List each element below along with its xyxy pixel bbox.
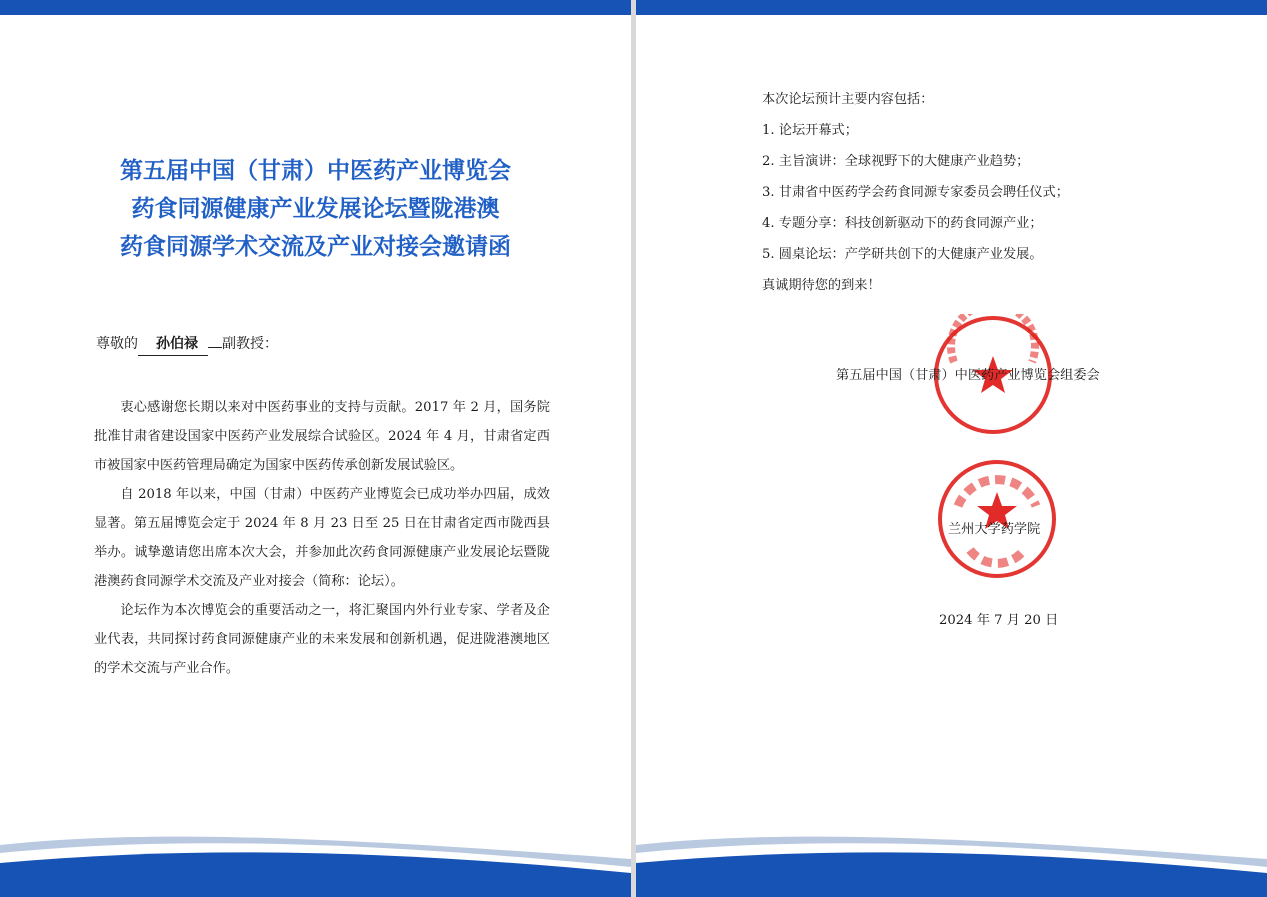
paragraph-3: 论坛作为本次博览会的重要活动之一，将汇聚国内外行业专家、学者及企业代表，共同探讨药食同源健康产业的未来发展和创新机遇，促进陇港澳地区的学术交流与产业合作。 [94, 603, 550, 676]
agenda-item: 2. 主旨演讲：全球视野下的大健康产业趋势； [762, 154, 1030, 169]
paragraph-1: 衷心感谢您长期以来对中医药事业的支持与贡献。2017 年 2 月，国务院批准甘肃省建设国家中医药产业发展综合试验区。2024 年 4 月，甘肃省定西市被国家中医药管理局确定为国家中医药传承创新发展试验区。 [94, 400, 550, 473]
agenda-item: 4. 专题分享：科技创新驱动下的药食同源产业； [762, 216, 1043, 231]
salutation [96, 333, 278, 356]
signatory-school-of-pharmacy: 兰州大学药学院 [948, 522, 1041, 537]
invitee-title: 副教授： [222, 336, 278, 352]
closing-line: 真诚期待您的到来！ [762, 278, 881, 293]
signatory-expo-committee: 第五届中国（甘肃）中医药产业博览会组委会 [836, 368, 1100, 383]
paragraph-2: 自 2018 年以来，中国（甘肃）中医药产业博览会已成功举办四届，成效显著。第五届博览会定于 2024 年 8 月 23 日至 25 日在甘肃省定西市陇西县举办。诚挚邀请您出席本次大会，并参加此次药食同源健康产业发展论坛暨陇港澳药食同源学术交流及产业对接会（简称：论坛）。 [94, 487, 550, 589]
title-line-3: 药食同源学术交流及产业对接会邀请函 [120, 234, 511, 260]
invitation-body [94, 393, 550, 683]
agenda-item: 3. 甘肃省中医药学会药食同源专家委员会聘任仪式； [762, 185, 1069, 200]
agenda-item: 5. 圆桌论坛：产学研共创下的大健康产业发展。 [762, 247, 1043, 262]
salutation-prefix: 尊敬的 [96, 336, 138, 352]
bottom-wave-decoration-right [636, 827, 1267, 897]
invitation-title [0, 152, 631, 266]
invitation-page-right [636, 0, 1267, 897]
top-blue-bar [0, 0, 631, 15]
invitation-page-left [0, 0, 631, 897]
agenda-intro: 本次论坛预计主要内容包括： [762, 92, 934, 107]
invitee-name: 孙伯禄 [138, 333, 208, 356]
agenda-item: 1. 论坛开幕式； [762, 123, 858, 138]
top-blue-bar-right [636, 0, 1267, 15]
title-line-1: 第五届中国（甘肃）中医药产业博览会 [120, 158, 511, 184]
title-line-2: 药食同源健康产业发展论坛暨陇港澳 [131, 196, 500, 222]
lanzhou-university-seal [936, 458, 1058, 580]
signature-date: 2024 年 7 月 20 日 [939, 613, 1059, 628]
forum-agenda [762, 84, 1182, 301]
bottom-wave-decoration [0, 827, 631, 897]
